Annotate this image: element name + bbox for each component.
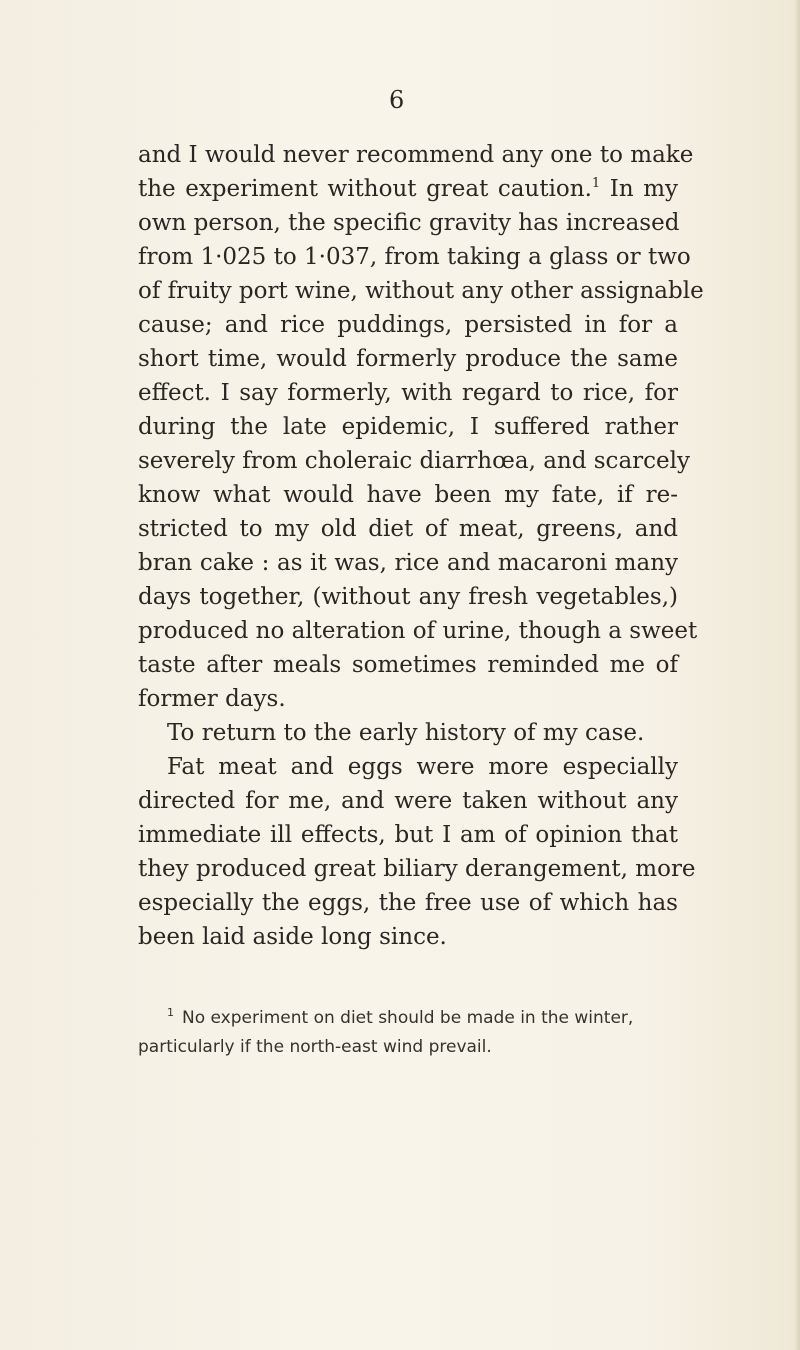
text-line-paragraph: To return to the early history of my case. — [167, 720, 645, 746]
text-line: immediate ill effects, but I am of opinion that — [138, 822, 678, 848]
text-line: own person, the specific gravity has increased — [138, 210, 680, 236]
body-text — [138, 138, 704, 954]
footnote-line — [138, 1033, 678, 1062]
text-line-with-footnote — [138, 172, 678, 206]
text-line: days together, (without any fresh vegetables,) — [138, 584, 678, 610]
text-line: taste after meals sometimes reminded me of — [138, 652, 678, 678]
footnotes — [138, 1004, 678, 1062]
text-line-paragraph-start: Fat meat and eggs were more especially — [167, 754, 678, 780]
text-line: short time, would formerly produce the same — [138, 346, 678, 372]
footnote-text: particularly if the north-east wind prevail. — [138, 1037, 492, 1057]
page-edge-shadow — [794, 0, 800, 1350]
text-line: effect. I say formerly, with regard to rice, for — [138, 380, 678, 406]
text-line: and I would never recommend any one to make — [138, 142, 694, 168]
text-line: of fruity port wine, without any other assignable — [138, 278, 704, 304]
text-fragment: the experiment without great caution. — [138, 176, 592, 202]
text-line-paragraph-end: former days. — [138, 686, 286, 712]
text-line: especially the eggs, the free use of which has — [138, 890, 678, 916]
text-line: directed for me, and were taken without any — [138, 788, 678, 814]
text-fragment: In my — [600, 176, 679, 202]
text-line-paragraph-end: been laid aside long since. — [138, 924, 447, 950]
footnote-number: 1 — [167, 1006, 174, 1019]
footnote-marker[interactable]: 1 — [591, 176, 601, 191]
text-line: bran cake : as it was, rice and macaroni many — [138, 550, 678, 576]
page-number: 6 — [389, 86, 405, 114]
text-line: during the late epidemic, I suffered rather — [138, 414, 678, 440]
text-line: know what would have been my fate, if re- — [138, 482, 678, 508]
text-line: they produced great biliary derangement, more — [138, 856, 696, 882]
footnote-line — [138, 1004, 678, 1033]
text-line: severely from choleraic diarrhœa, and scarcely — [138, 448, 690, 474]
text-line: stricted to my old diet of meat, greens, and — [138, 516, 678, 542]
footnote-text: No experiment on diet should be made in the winter, — [182, 1008, 634, 1028]
text-line: produced no alteration of urine, though a sweet — [138, 618, 698, 644]
text-line: from 1·025 to 1·037, from taking a glass or two — [138, 244, 691, 270]
text-line: cause; and rice puddings, persisted in for a — [138, 312, 678, 338]
